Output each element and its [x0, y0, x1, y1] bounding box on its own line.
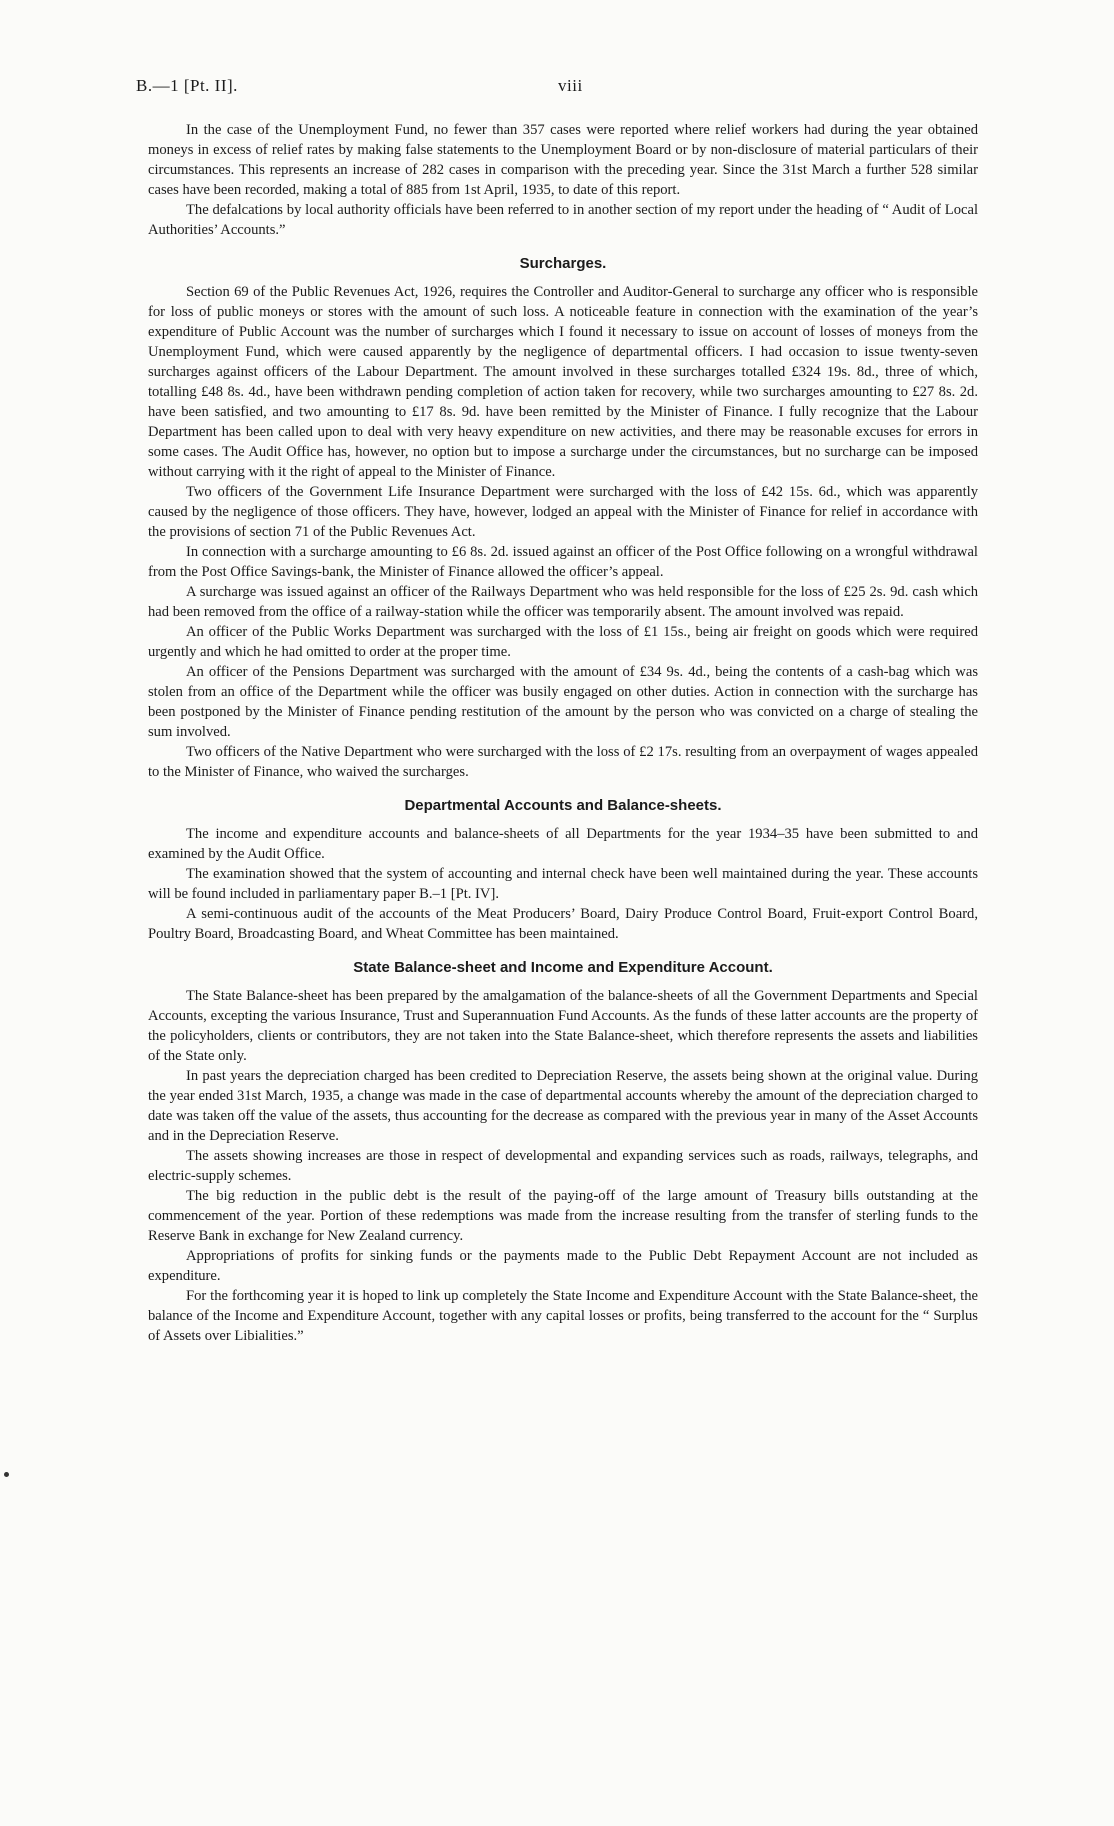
- paragraph: Two officers of the Government Life Insurance Department were surcharged with the loss of £42 15s. 6d., which was apparently caused by the negligence of those officers. They have, however, lodged an appeal with the Minister of Finance for relief in accordance with the provisions of section 71 of the Public Revenues Act.: [148, 484, 978, 540]
- paragraph: For the forthcoming year it is hoped to link up completely the State Income and Expenditure Account with the State Balance-sheet, the balance of the Income and Expenditure Account, together with any capital losses or profits, being transferred to the account for the “ Surplus of Assets over Libialities.”: [148, 1288, 978, 1344]
- document-page: [136, 70, 978, 1346]
- paper-reference: B.—1 [Pt. II].: [136, 76, 238, 95]
- paragraph: The examination showed that the system of accounting and internal check have been well maintained during the year. These accounts will be found included in parliamentary paper B.–1 [Pt. IV].: [148, 866, 978, 902]
- paragraph: In connection with a surcharge amounting to £6 8s. 2d. issued against an officer of the Post Office following on a wrongful withdrawal from the Post Office Savings-bank, the Minister of Finance allowed the officer’s appeal.: [148, 544, 978, 580]
- paragraph: In the case of the Unemployment Fund, no fewer than 357 cases were reported where relief workers had during the year obtained moneys in excess of relief rates by making false statements to the Unemployment Board or by non-disclosure of material particulars of their circumstances. This represents an increase of 282 cases in comparison with the preceding year. Since the 31st March a further 528 similar cases have been recorded, making a total of 885 from 1st April, 1935, to date of this report.: [148, 122, 978, 198]
- section-heading-state-balance-sheet: State Balance-sheet and Income and Expenditure Account.: [353, 959, 773, 976]
- paragraph: An officer of the Public Works Department was surcharged with the loss of £1 15s., being air freight on goods which were required urgently and which he had omitted to order at the proper time.: [148, 624, 978, 660]
- margin-dot: [4, 1472, 9, 1477]
- paragraph: In past years the depreciation charged has been credited to Depreciation Reserve, the assets being shown at the original value. During the year ended 31st March, 1935, a change was made in the case of departmental accounts whereby the amount of the depreciation charged to date was taken off the value of the assets, thus accounting for the decrease as compared with the previous year in many of the Asset Accounts and in the Depreciation Reserve.: [148, 1068, 978, 1144]
- paragraph: Two officers of the Native Department who were surcharged with the loss of £2 17s. resulting from an overpayment of wages appealed to the Minister of Finance, who waived the surcharges.: [148, 744, 978, 780]
- section-heading-surcharges: Surcharges.: [519, 255, 607, 272]
- paragraph: The assets showing increases are those in respect of developmental and expanding services such as roads, railways, telegraphs, and electric-supply schemes.: [148, 1148, 978, 1184]
- page-header: [136, 70, 978, 104]
- paragraph: Appropriations of profits for sinking funds or the payments made to the Public Debt Repayment Account are not included as expenditure.: [148, 1248, 978, 1284]
- page-number: viii: [558, 76, 583, 95]
- section-heading-departmental-accounts: Departmental Accounts and Balance-sheets.: [404, 797, 722, 814]
- paragraph: An officer of the Pensions Department was surcharged with the amount of £34 9s. 4d., being the contents of a cash-bag which was stolen from an office of the Department while the officer was busily engaged on other duties. Action in connection with the surcharge has been postponed by the Minister of Finance pending restitution of the amount by the person who was convicted on a charge of stealing the sum involved.: [148, 664, 978, 740]
- paragraph: The big reduction in the public debt is the result of the paying-off of the large amount of Treasury bills outstanding at the commencement of the year. Portion of these redemptions was made from the increase resulting from the transfer of sterling funds to the Reserve Bank in exchange for New Zealand currency.: [148, 1188, 978, 1244]
- paragraph: Section 69 of the Public Revenues Act, 1926, requires the Controller and Auditor-General to surcharge any officer who is responsible for loss of public moneys or stores with the amount of such loss. A noticeable feature in connection with the examination of the year’s expenditure of Public Account was the number of surcharges which I found it necessary to issue on account of losses of moneys from the Unemployment Fund, which were caused apparently by the negligence of departmental officers. I had occasion to issue twenty-seven surcharges against officers of the Labour Department. The amount involved in these surcharges totalled £324 19s. 8d., three of which, totalling £48 8s. 4d., have been withdrawn pending completion of action taken for recovery, while two surcharges amounting to £27 8s. 2d. have been satisfied, and two amounting to £17 8s. 9d. have been remitted by the Minister of Finance. I fully recognize that the Labour Department has been called upon to deal with very heavy expenditure on new activities, and there may be reasonable excuses for errors in some cases. The Audit Office has, however, no option but to impose a surcharge under the circumstances, but no surcharge can be imposed without carrying with it the right of appeal to the Minister of Finance.: [148, 284, 978, 480]
- paragraph: A semi-continuous audit of the accounts of the Meat Producers’ Board, Dairy Produce Control Board, Fruit-export Control Board, Poultry Board, Broadcasting Board, and Wheat Committee has been maintained.: [148, 906, 978, 942]
- paragraph: The State Balance-sheet has been prepared by the amalgamation of the balance-sheets of all the Government Departments and Special Accounts, excepting the various Insurance, Trust and Superannuation Fund Accounts. As the funds of these latter accounts are the property of the policyholders, clients or contributors, they are not taken into the State Balance-sheet, which therefore represents the assets and liabilities of the State only.: [148, 988, 978, 1064]
- paragraph: A surcharge was issued against an officer of the Railways Department who was held responsible for the loss of £25 2s. 9d. cash which had been removed from the office of a railway-station while the officer was temporarily absent. The amount involved was repaid.: [148, 584, 978, 620]
- paragraph: The income and expenditure accounts and balance-sheets of all Departments for the year 1934–35 have been submitted to and examined by the Audit Office.: [148, 826, 978, 862]
- paragraph: The defalcations by local authority officials have been referred to in another section of my report under the heading of “ Audit of Local Authorities’ Accounts.”: [148, 202, 978, 238]
